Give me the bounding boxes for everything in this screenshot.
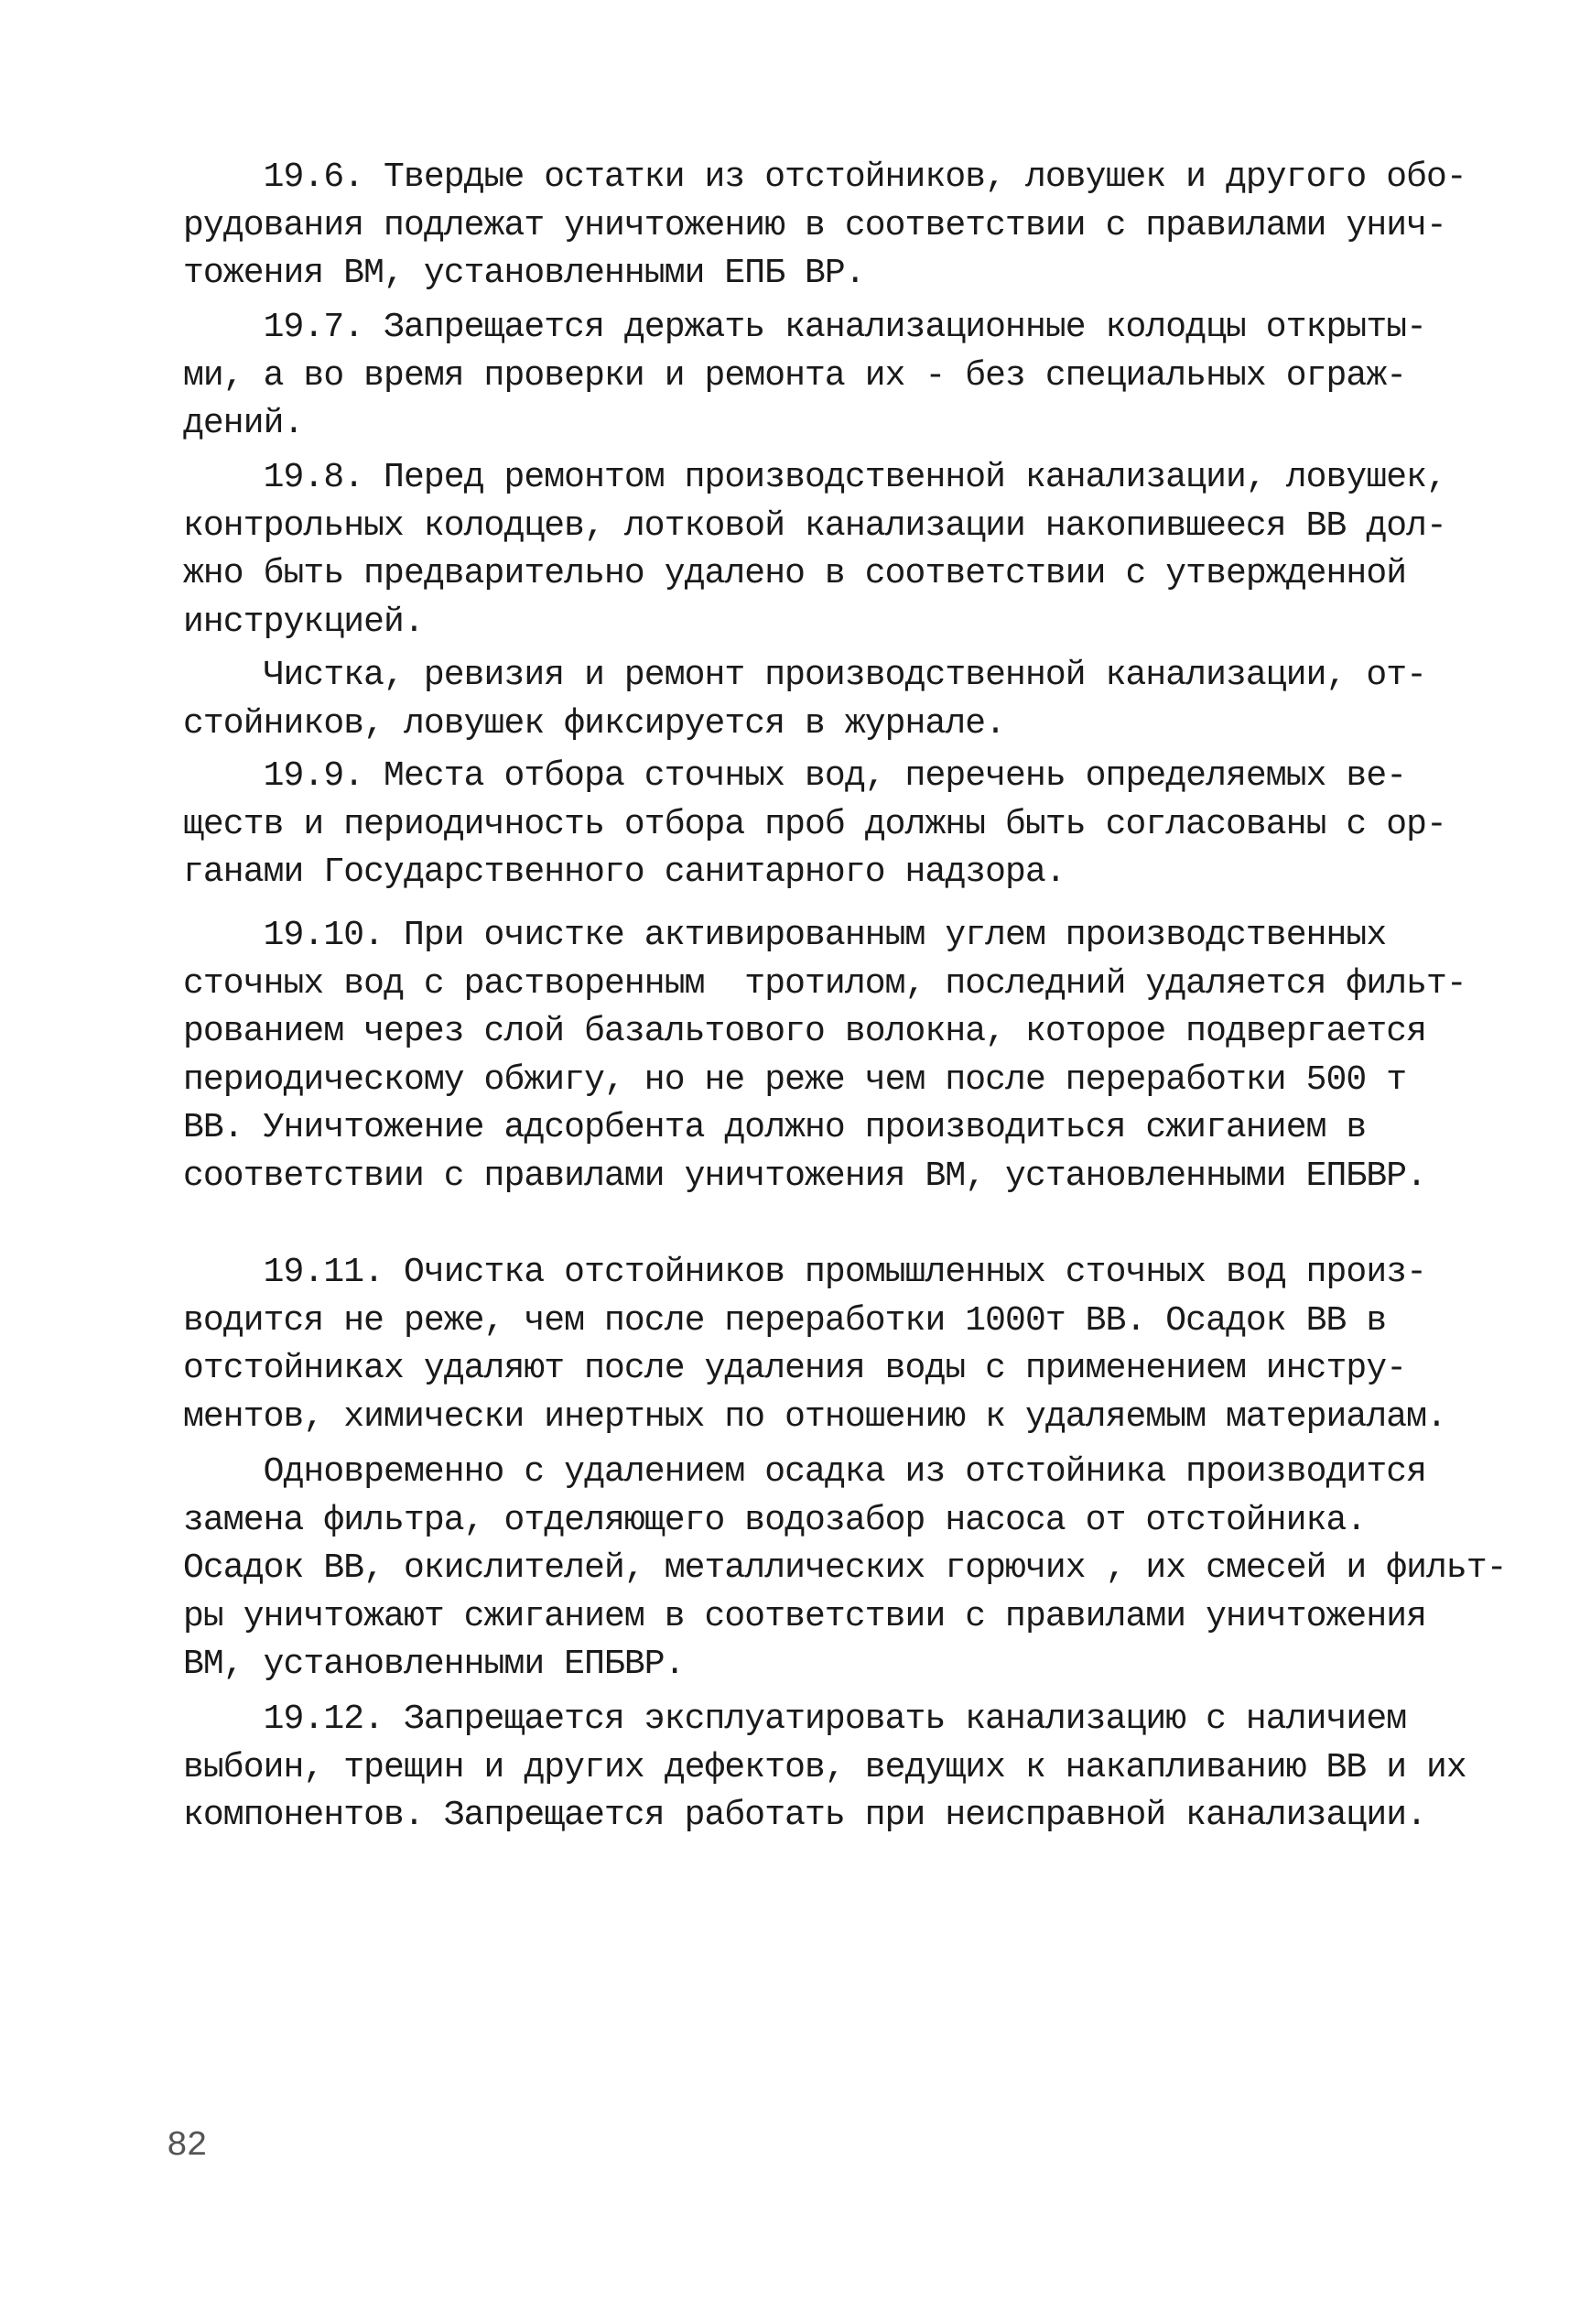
text-line: 19.10. При очистке активированным углем производственных — [183, 916, 1387, 955]
text-line: Одновременно с удалением осадка из отстойника производится — [183, 1452, 1427, 1492]
paragraph-19-12 — [183, 1696, 1466, 1841]
text-line: замена фильтра, отделяющего водозабор насоса от отстойника. — [183, 1500, 1367, 1540]
text-line: 19.6. Твердые остатки из отстойников, ловушек и другого обо- — [183, 157, 1466, 197]
text-line: ми, а во время проверки и ремонта их - без специальных ограж- — [183, 355, 1407, 396]
paragraph-19-9 — [183, 753, 1446, 897]
text-line: ры уничтожают сжиганием в соответствии с правилами уничтожения — [183, 1596, 1427, 1636]
text-line: Осадок ВВ, окислителей, металлических горючих , их смесей и фильт- — [183, 1548, 1507, 1588]
text-line: 19.12. Запрещается эксплуатировать канализацию с наличием — [183, 1700, 1407, 1739]
paragraph-19-11 — [183, 1249, 1446, 1441]
text-line: выбоин, трещин и других дефектов, ведущих к накапливанию ВВ и их — [183, 1747, 1466, 1787]
text-line: сточных вод с растворенным тротилом, последний удаляется фильт- — [183, 963, 1466, 1004]
text-line: дений. — [183, 404, 304, 443]
text-line: компонентов. Запрещается работать при неисправной канализации. — [183, 1796, 1427, 1835]
text-line: водится не реже, чем после переработки 1000т ВВ. Осадок ВВ в — [183, 1300, 1387, 1341]
paragraph-19-10 — [183, 912, 1466, 1200]
paragraph-cleaning — [183, 652, 1427, 748]
text-line: стойников, ловушек фиксируется в журнале. — [183, 703, 1006, 744]
text-line: контрольных колодцев, лотковой канализации накопившееся ВВ дол- — [183, 505, 1446, 546]
page-number: 82 — [167, 2126, 207, 2166]
text-line: 19.8. Перед ремонтом производственной канализации, ловушек, — [183, 458, 1446, 497]
text-line: соответствии с правилами уничтожения ВМ, установленными ЕПБВР. — [183, 1156, 1427, 1196]
text-line: Чистка, ревизия и ремонт производственной канализации, от- — [183, 656, 1427, 695]
paragraph-19-8 — [183, 454, 1446, 646]
text-line: ществ и периодичность отбора проб должны быть согласованы с ор- — [183, 804, 1446, 844]
text-line: рованием через слой базальтового волокна, которое подвергается — [183, 1012, 1427, 1051]
text-line: ганами Государственного санитарного надзора. — [183, 852, 1066, 892]
paragraph-19-7 — [183, 304, 1427, 449]
text-line: отстойниках удаляют после удаления воды с применением инстру- — [183, 1349, 1407, 1388]
text-line: тожения ВМ, установленными ЕПБ ВР. — [183, 254, 865, 293]
text-line: 19.11. Очистка отстойников промышленных сточных вод произ- — [183, 1253, 1427, 1292]
text-line: ВВ. Уничтожение адсорбента должно производиться сжиганием в — [183, 1108, 1367, 1147]
text-line: ВМ, установленными ЕПБВР. — [183, 1645, 685, 1684]
paragraph-19-6 — [183, 154, 1466, 299]
text-line: инструкцией. — [183, 602, 424, 642]
text-line: 19.9. Места отбора сточных вод, перечень определяемых ве- — [183, 756, 1407, 796]
text-line: 19.7. Запрещается держать канализационные колодцы открыты- — [183, 308, 1427, 347]
text-line: жно быть предварительно удалено в соответствии с утвержденной — [183, 554, 1407, 593]
text-line: рудования подлежат уничтожению в соответствии с правилами унич- — [183, 205, 1446, 245]
text-line: периодическому обжигу, но не реже чем после переработки 500 т — [183, 1059, 1407, 1100]
paragraph-simultaneous — [183, 1449, 1507, 1689]
text-line: ментов, химически инертных по отношению к удаляемым материалам. — [183, 1396, 1446, 1437]
